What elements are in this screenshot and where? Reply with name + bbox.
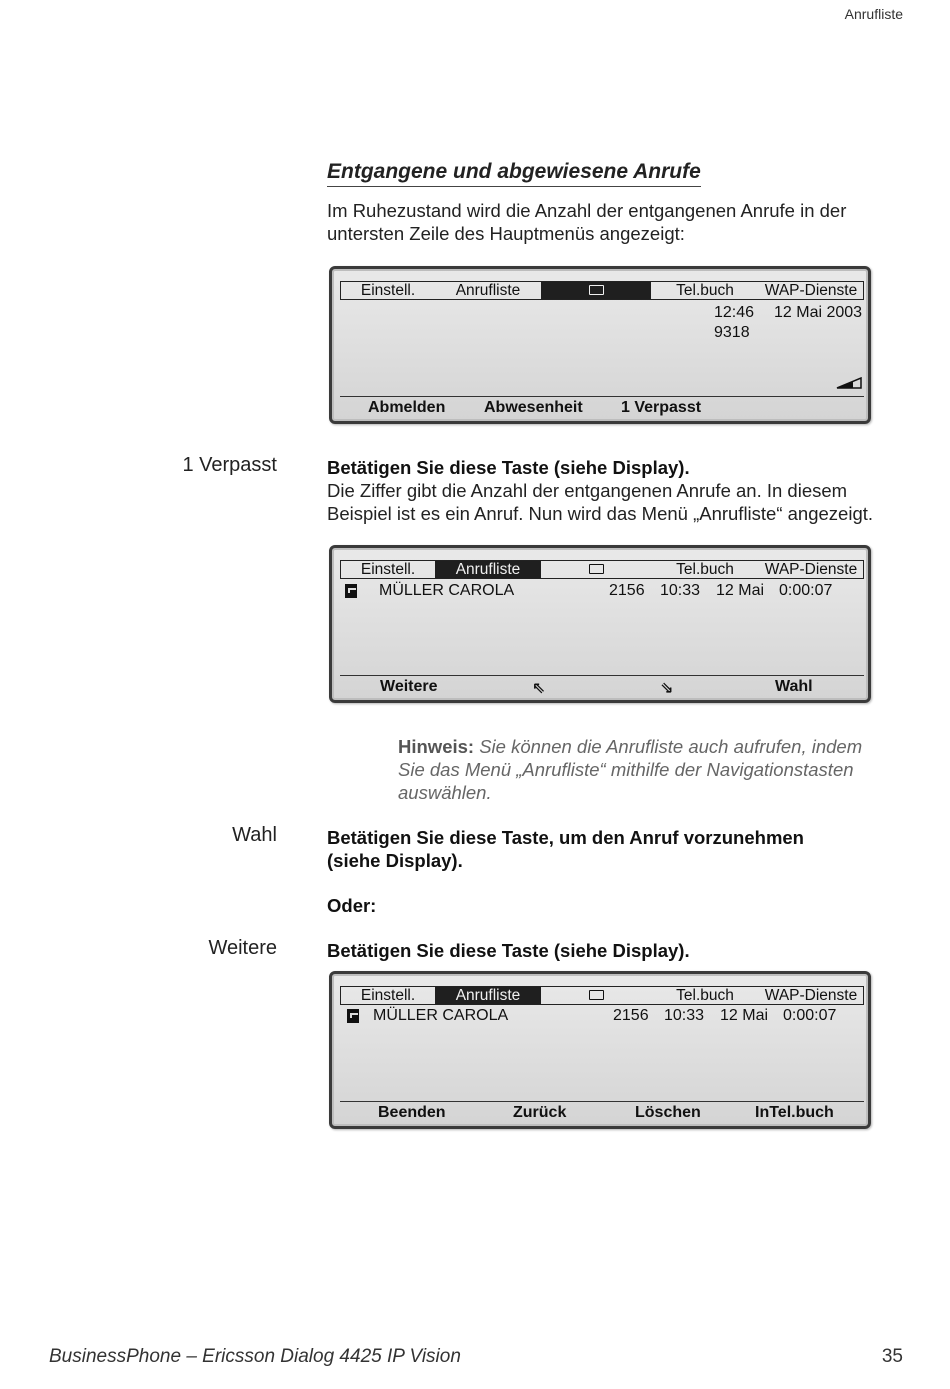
softkey-weitere: Weitere xyxy=(380,678,438,695)
envelope-icon xyxy=(589,990,604,1000)
tab-einstell: Einstell. xyxy=(360,561,416,578)
display-menu-bar xyxy=(340,281,864,300)
display-menu-bar xyxy=(340,986,864,1005)
step-verpasst-text xyxy=(327,456,907,525)
softkey-bar xyxy=(340,675,864,698)
running-head: Anrufliste xyxy=(844,6,903,22)
softkey-abmelden: Abmelden xyxy=(368,399,446,416)
display-menu-bar xyxy=(340,560,864,579)
key-label-wahl: Wahl xyxy=(232,824,277,846)
tab-telbuch: Tel.buch xyxy=(676,987,734,1004)
tab-messages xyxy=(541,561,651,578)
softkey-wahl: Wahl xyxy=(775,678,813,695)
call-entry-name: MÜLLER CAROLA xyxy=(379,582,515,599)
footer-title: BusinessPhone – Ericsson Dialog 4425 IP Vision xyxy=(49,1346,461,1367)
contact-icon xyxy=(347,1009,359,1023)
tab-wap-dienste: WAP-Dienste xyxy=(764,282,858,299)
phone-display-call-list xyxy=(329,545,871,703)
softkey-verpasst: 1 Verpasst xyxy=(621,399,702,416)
tab-anrufliste: Anrufliste xyxy=(435,987,541,1004)
note-line-2: Sie das Menü „Anrufliste“ mithilfe der Navigationstasten xyxy=(398,759,854,780)
intro-paragraph xyxy=(327,199,907,245)
call-entry-date: 12 Mai xyxy=(716,582,765,599)
call-entry-time: 10:33 xyxy=(664,1007,705,1024)
step-wahl-text xyxy=(327,826,907,872)
contact-icon xyxy=(345,584,357,598)
arrow-up-left-icon: ⇖ xyxy=(532,680,546,697)
call-entry-duration: 0:00:07 xyxy=(783,1007,837,1024)
call-entry-duration: 0:00:07 xyxy=(779,582,833,599)
softkey-intelbuch: InTel.buch xyxy=(755,1104,834,1121)
intro-line-1: Im Ruhezustand wird die Anzahl der entgangenen Anrufe in der xyxy=(327,200,847,221)
key-label-weitere: Weitere xyxy=(208,937,277,959)
tab-messages xyxy=(541,282,651,299)
key-label-verpasst: 1 Verpasst xyxy=(182,454,277,476)
oder-label xyxy=(327,894,907,917)
softkey-zurueck: Zurück xyxy=(513,1104,567,1121)
display-time: 12:46 xyxy=(714,304,755,321)
arrow-down-right-icon: ⇘ xyxy=(660,680,674,697)
tab-messages xyxy=(541,987,651,1004)
step-verpasst-line-2: Beispiel ist es ein Anruf. Nun wird das Menü „Anrufliste“ angezeigt. xyxy=(327,503,874,524)
call-entry-time: 10:33 xyxy=(660,582,701,599)
phone-display-idle xyxy=(329,266,871,424)
tab-einstell: Einstell. xyxy=(360,282,416,299)
note-lead: Hinweis: xyxy=(398,736,475,757)
step-weitere-text xyxy=(327,939,907,962)
softkey-abwesenheit: Abwesenheit xyxy=(484,399,583,416)
note-line-1 xyxy=(398,735,898,758)
softkey-beenden: Beenden xyxy=(378,1104,446,1121)
step-wahl-line-1: Betätigen Sie diese Taste, um den Anruf vorzunehmen xyxy=(327,827,804,848)
signal-strength-icon xyxy=(836,377,862,389)
note-hinweis xyxy=(398,735,898,804)
call-entry-number: 2156 xyxy=(613,1007,649,1024)
call-entry-date: 12 Mai xyxy=(720,1007,769,1024)
phone-display-call-list-options xyxy=(329,971,871,1129)
softkey-bar xyxy=(340,1101,864,1124)
tab-wap-dienste: WAP-Dienste xyxy=(764,987,858,1004)
softkey-loeschen: Löschen xyxy=(635,1104,701,1121)
softkey-bar xyxy=(340,396,864,419)
step-weitere-action: Betätigen Sie diese Taste (siehe Display). xyxy=(327,940,690,961)
display-date: 12 Mai 2003 xyxy=(774,304,863,321)
envelope-icon xyxy=(589,285,604,295)
oder-text: Oder: xyxy=(327,895,377,916)
tab-telbuch: Tel.buch xyxy=(676,282,734,299)
step-verpasst-line-1: Die Ziffer gibt die Anzahl der entgangenen Anrufe an. In diesem xyxy=(327,480,848,501)
note-line-3: auswählen. xyxy=(398,782,492,803)
tab-einstell: Einstell. xyxy=(360,987,416,1004)
tab-anrufliste: Anrufliste xyxy=(455,282,521,299)
tab-anrufliste: Anrufliste xyxy=(435,561,541,578)
call-entry-number: 2156 xyxy=(609,582,645,599)
intro-line-2: untersten Zeile des Hauptmenüs angezeigt: xyxy=(327,223,685,244)
note-line-1-text: Sie können die Anrufliste auch aufrufen, indem xyxy=(479,736,863,757)
display-extension: 9318 xyxy=(714,324,750,341)
step-verpasst-action: Betätigen Sie diese Taste (siehe Display). xyxy=(327,457,690,478)
tab-telbuch: Tel.buch xyxy=(676,561,734,578)
page-number: 35 xyxy=(881,1346,903,1367)
tab-wap-dienste: WAP-Dienste xyxy=(764,561,858,578)
call-entry-name: MÜLLER CAROLA xyxy=(373,1007,509,1024)
step-wahl-line-2: (siehe Display). xyxy=(327,850,463,871)
section-title: Entgangene und abgewiesene Anrufe xyxy=(327,160,701,187)
envelope-icon xyxy=(589,564,604,574)
